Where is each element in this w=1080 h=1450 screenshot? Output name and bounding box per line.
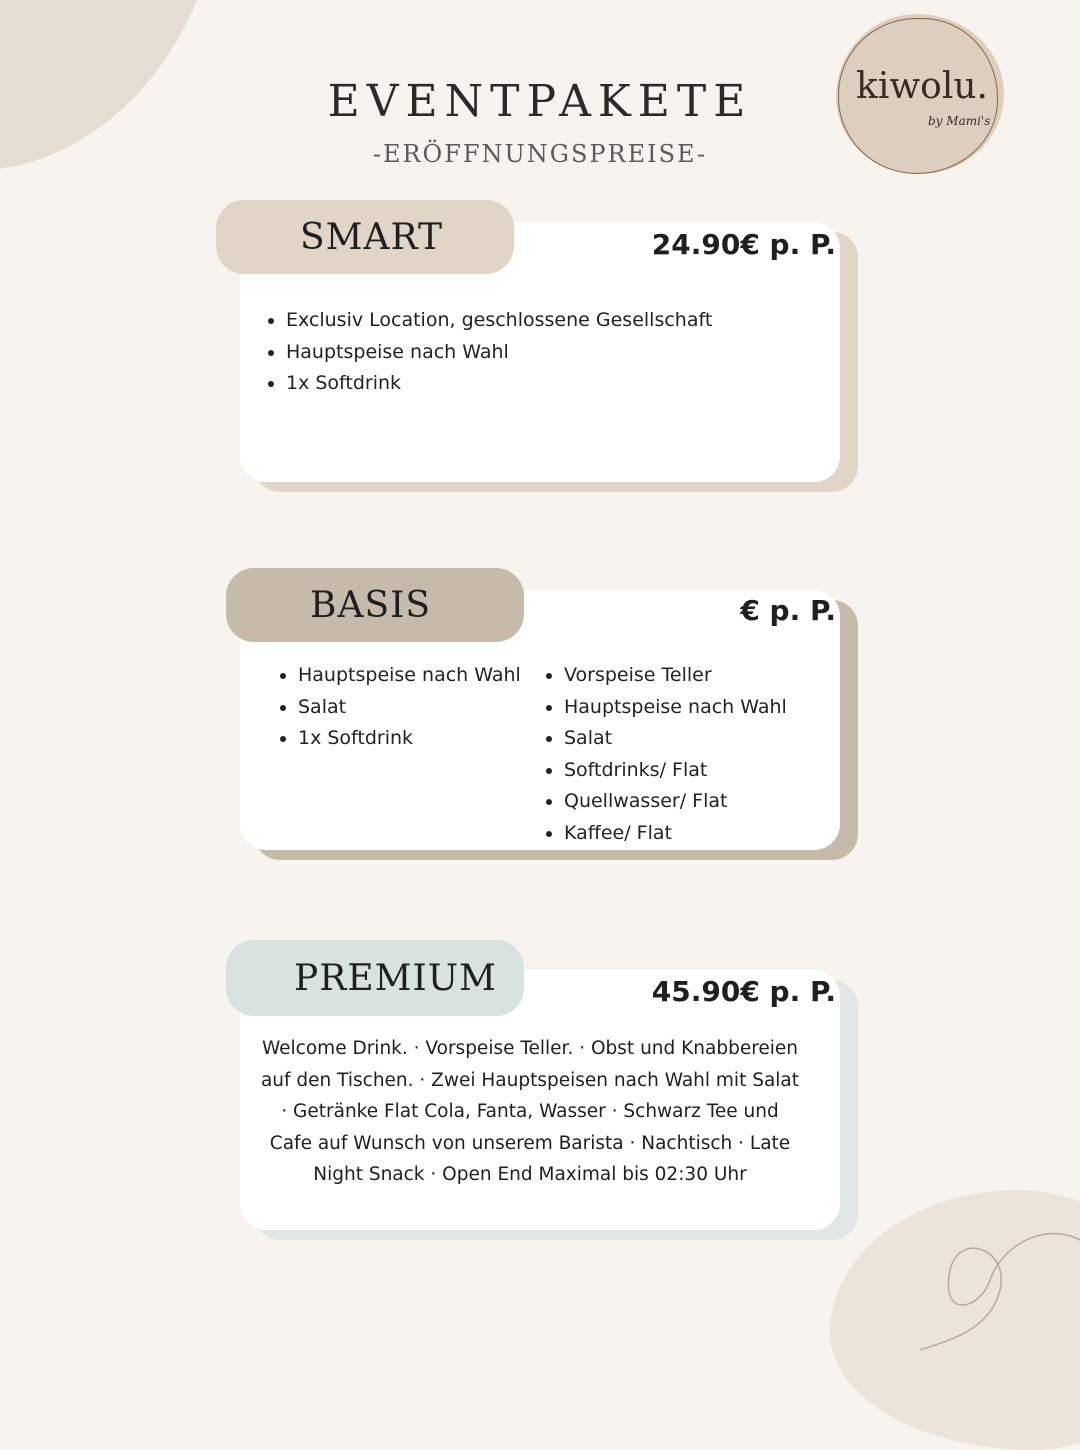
- list-item: • Softdrinks/ Flat: [564, 755, 844, 787]
- list-item: • Hauptspeise nach Wahl: [286, 337, 846, 369]
- logo-wordmark: kiwolu.: [856, 66, 988, 107]
- list-item: • Quellwasser/ Flat: [564, 786, 844, 818]
- list-item: • Salat: [564, 723, 844, 755]
- list-item: • Kaffee/ Flat: [564, 818, 844, 850]
- page-subtitle: -ERÖFFNUNGSPREISE-: [372, 140, 708, 168]
- decorative-line: [880, 1210, 1080, 1350]
- basis-features-right: [542, 660, 844, 849]
- premium-price: 45.90€ p. P.: [651, 975, 836, 1008]
- list-item: • Hauptspeise nach Wahl: [564, 692, 844, 724]
- page-title: EVENTPAKETE: [327, 76, 753, 127]
- list-item: • 1x Softdrink: [286, 368, 846, 400]
- list-item: • Salat: [298, 692, 548, 724]
- basis-package-name: BASIS: [226, 568, 524, 642]
- brand-logo: [836, 14, 1004, 174]
- smart-package-name: SMART: [216, 200, 514, 274]
- list-item: • Hauptspeise nach Wahl: [298, 660, 548, 692]
- list-item: • 1x Softdrink: [298, 723, 548, 755]
- basis-price: € p. P.: [740, 594, 836, 627]
- list-item: • Exclusiv Location, geschlossene Gesellschaft: [286, 305, 846, 337]
- premium-package-name: PREMIUM: [226, 940, 524, 1016]
- logo-signature: by Mami's: [928, 114, 991, 128]
- smart-features-list: [264, 305, 846, 400]
- premium-description: Welcome Drink. · Vorspeise Teller. · Obst und Knabbereien auf den Tischen. · Zwei Hauptspeisen nach Wahl mit Salat · Getränke Flat Cola, Fanta, Wasser · Schwarz Tee und Cafe auf Wunsch von unserem Barista · Nachtisch · Late Night Snack · Open End Maximal bis 02:30 Uhr: [260, 1038, 800, 1185]
- list-item: • Vorspeise Teller: [564, 660, 844, 692]
- smart-price: 24.90€ p. P.: [651, 228, 836, 261]
- basis-features-left: [276, 660, 548, 755]
